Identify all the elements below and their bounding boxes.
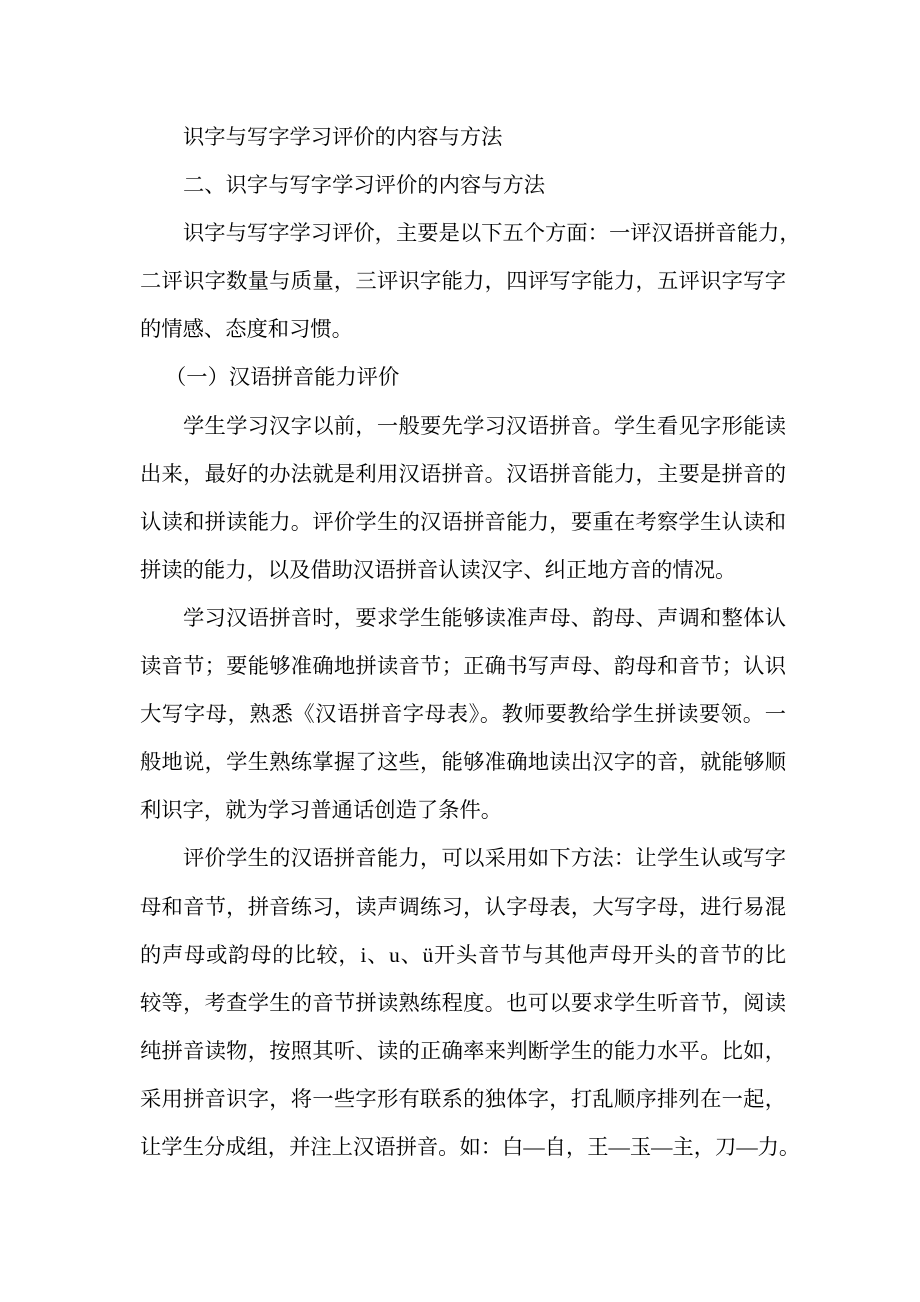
paragraph-line: 采用拼音识字，将一些字形有联系的独体字，打乱顺序排列在一起，: [140, 1086, 786, 1111]
paragraph-line: 出来，最好的办法就是利用汉语拼音。汉语拼音能力，主要是拼音的: [140, 461, 786, 486]
paragraph-line: 较等，考查学生的音节拼读熟练程度。也可以要求学生听音节，阅读: [140, 990, 786, 1015]
paragraph-line: 学生学习汉字以前，一般要先学习汉语拼音。学生看见字形能读: [183, 413, 786, 438]
paragraph-2: [140, 594, 786, 834]
paragraph-line: 读音节；要能够准确地拼读音节；正确书写声母、韵母和音节；认识: [140, 654, 786, 679]
paragraph-line: 的声母或韵母的比较，i、u、ü开头音节与其他声母开头的音节的比: [140, 942, 786, 967]
paragraph-line: 母和音节，拼音练习，读声调练习，认字母表，大写字母，进行易混: [140, 894, 786, 919]
paragraph-line: 认读和拼读能力。评价学生的汉语拼音能力，要重在考察学生认读和: [140, 509, 786, 534]
subsection-heading: （一）汉语拼音能力评价: [165, 365, 400, 390]
paragraph-line: 评价学生的汉语拼音能力，可以采用如下方法：让学生认或写字: [183, 846, 786, 871]
paragraph-line: 大写字母，熟悉《汉语拼音字母表》。教师要教给学生拼读要领。一: [140, 702, 786, 727]
paragraph-line: 识字与写字学习评价，主要是以下五个方面：一评汉语拼音能力，: [183, 221, 801, 246]
paragraph-line: 利识字，就为学习普通话创造了条件。: [140, 798, 503, 823]
paragraph-line: 二评识字数量与质量，三评识字能力，四评写字能力，五评识字写字: [140, 269, 786, 294]
document-body: [140, 113, 801, 1171]
document-title: 识字与写字学习评价的内容与方法: [183, 125, 503, 149]
paragraph-line: 让学生分成组，并注上汉语拼音。如：白—自，王—玉—主，刀—力。: [140, 1134, 801, 1159]
paragraph-line: 拼读的能力，以及借助汉语拼音认读汉字、纠正地方音的情况。: [140, 557, 737, 582]
paragraph-line: 学习汉语拼音时，要求学生能够读准声母、韵母、声调和整体认: [183, 605, 786, 630]
paragraph-line: 纯拼音读物，按照其听、读的正确率来判断学生的能力水平。比如，: [140, 1038, 786, 1063]
paragraph-line: 般地说，学生熟练掌握了这些，能够准确地读出汉字的音，就能够顺: [140, 750, 786, 775]
paragraph-1: [140, 402, 786, 594]
intro-paragraph: [140, 209, 801, 353]
paragraph-line: 的情感、态度和习惯。: [140, 317, 353, 342]
section-heading: 二、识字与写字学习评价的内容与方法: [183, 173, 546, 198]
paragraph-3: [140, 834, 801, 1171]
